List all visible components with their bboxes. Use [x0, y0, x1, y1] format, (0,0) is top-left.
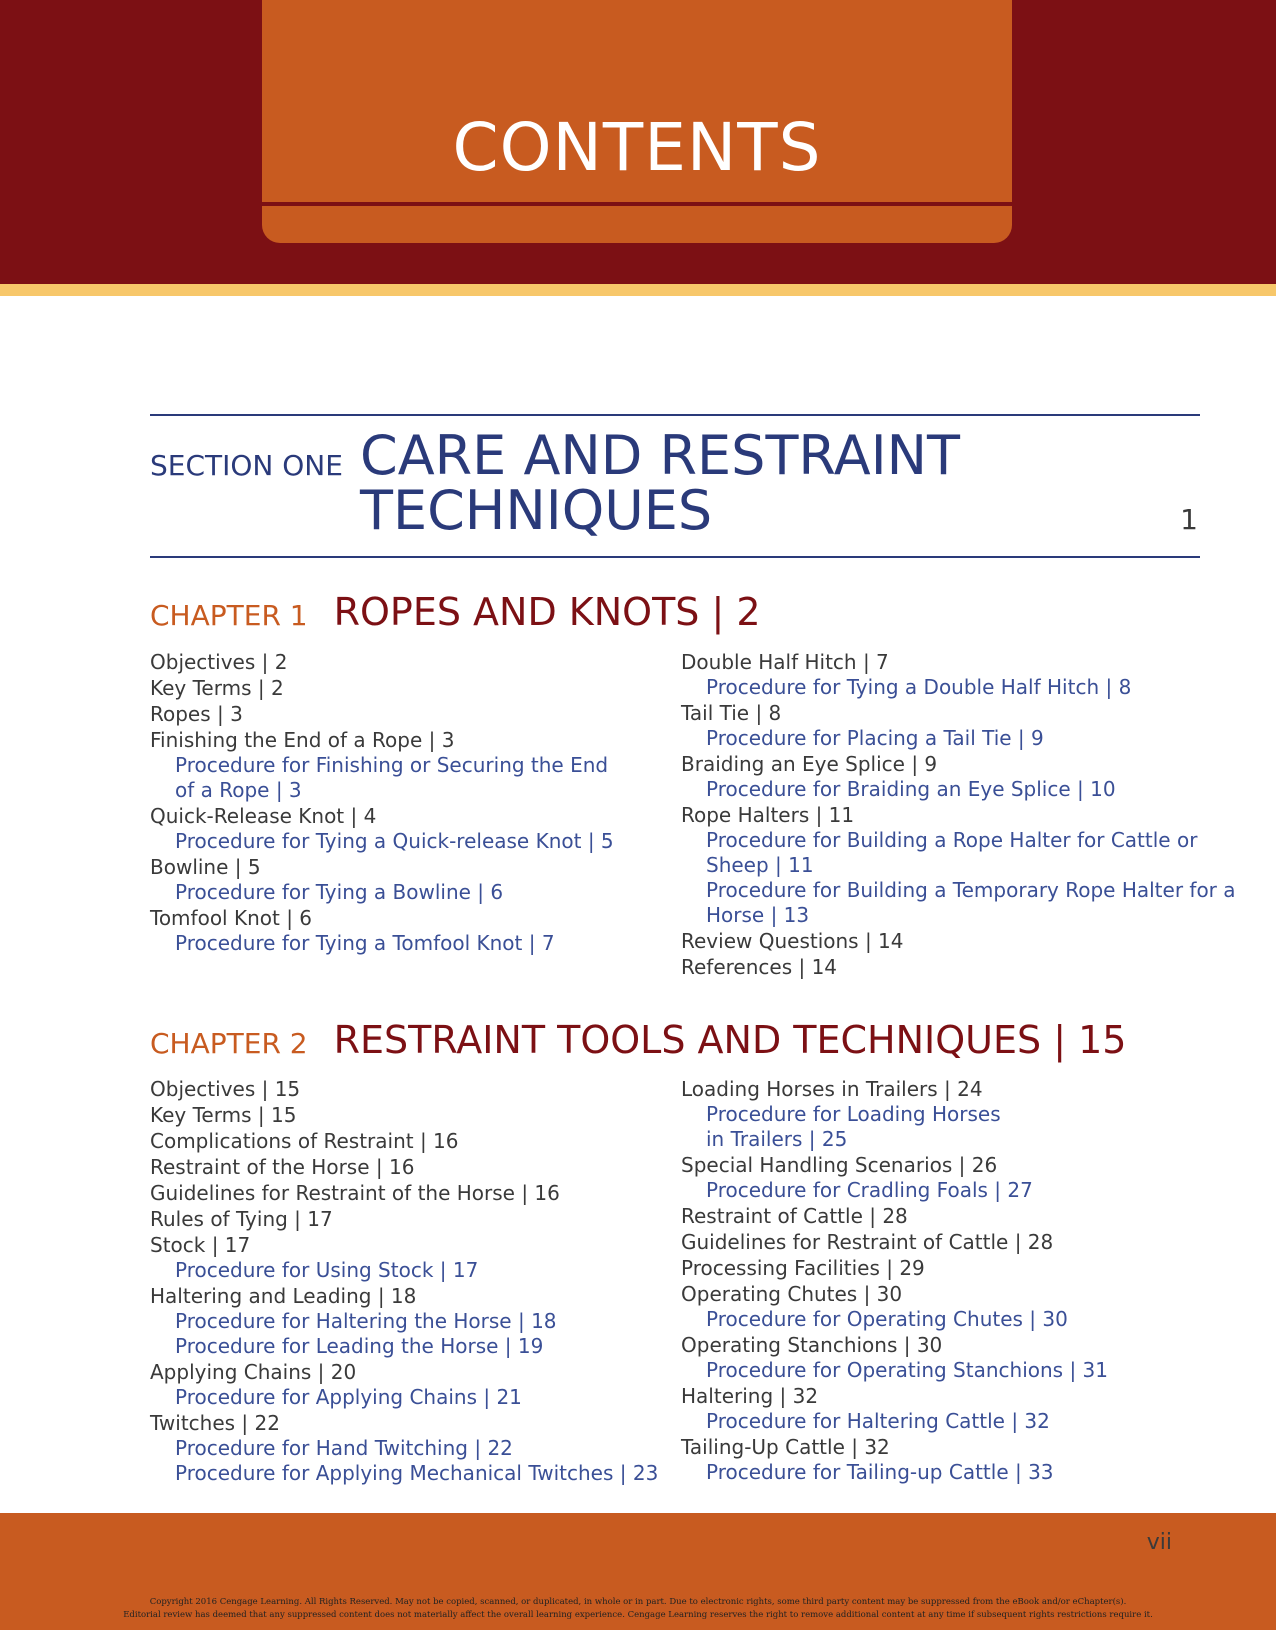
- toc-entry[interactable]: References | 14: [681, 955, 838, 979]
- toc-subentry[interactable]: Procedure for Tying a Quick-release Knot | 5: [175, 829, 614, 853]
- toc-subentry[interactable]: Procedure for Tying a Bowline | 6: [175, 880, 504, 904]
- toc-subentry[interactable]: of a Rope | 3: [175, 778, 302, 802]
- toc-subentry[interactable]: Procedure for Operating Chutes | 30: [706, 1307, 1068, 1331]
- toc-entry[interactable]: Objectives | 2: [150, 650, 288, 674]
- toc-entry[interactable]: Operating Chutes | 30: [681, 1282, 903, 1306]
- toc-subentry[interactable]: Horse | 13: [706, 903, 810, 927]
- toc-subentry[interactable]: Procedure for Tailing-up Cattle | 33: [706, 1460, 1054, 1484]
- toc-entry[interactable]: Processing Facilities | 29: [681, 1256, 925, 1280]
- toc-entry[interactable]: Finishing the End of a Rope | 3: [150, 728, 455, 752]
- toc-entry[interactable]: Tail Tie | 8: [681, 701, 782, 725]
- toc-subentry[interactable]: Procedure for Building a Temporary Rope Halter for a: [706, 878, 1236, 902]
- toc-entry[interactable]: Key Terms | 2: [150, 676, 284, 700]
- chapter-title: ROPES AND KNOTS | 2: [333, 590, 761, 634]
- toc-entry[interactable]: Braiding an Eye Splice | 9: [681, 752, 938, 776]
- toc-entry[interactable]: Restraint of Cattle | 28: [681, 1204, 908, 1228]
- toc-subentry[interactable]: Sheep | 11: [706, 853, 814, 877]
- toc-entry[interactable]: Tomfool Knot | 6: [150, 906, 313, 930]
- toc-subentry[interactable]: Procedure for Tying a Tomfool Knot | 7: [175, 931, 555, 955]
- toc-subentry[interactable]: in Trailers | 25: [706, 1127, 848, 1151]
- toc-entry[interactable]: Rope Halters | 11: [681, 803, 855, 827]
- section-label: SECTION ONE: [150, 449, 343, 482]
- toc-entry[interactable]: Bowline | 5: [150, 855, 261, 879]
- toc-subentry[interactable]: Procedure for Braiding an Eye Splice | 10: [706, 777, 1116, 801]
- section-title-line1: CARE AND RESTRAINT: [360, 424, 961, 487]
- toc-entry[interactable]: Review Questions | 14: [681, 929, 904, 953]
- toc-subentry[interactable]: Procedure for Haltering the Horse | 18: [175, 1309, 557, 1333]
- toc-entry[interactable]: Ropes | 3: [150, 702, 243, 726]
- toc-entry[interactable]: Guidelines for Restraint of Cattle | 28: [681, 1230, 1054, 1254]
- chapter-2-heading[interactable]: [150, 1018, 1126, 1062]
- chapter-2-left-column: [150, 1076, 658, 1486]
- section-title: [360, 424, 961, 542]
- page-folio: vii: [1146, 1530, 1172, 1555]
- toc-entry[interactable]: Special Handling Scenarios | 26: [681, 1153, 998, 1177]
- chapter-1-right-column: [681, 649, 1236, 980]
- header-tab-divider: [262, 202, 1012, 206]
- toc-entry[interactable]: Double Half Hitch | 7: [681, 650, 889, 674]
- chapter-label: CHAPTER 2: [150, 1027, 308, 1060]
- toc-entry[interactable]: Haltering and Leading | 18: [150, 1284, 417, 1308]
- toc-subentry[interactable]: Procedure for Building a Rope Halter for Cattle or: [706, 828, 1198, 852]
- toc-entry[interactable]: Stock | 17: [150, 1233, 251, 1257]
- toc-entry[interactable]: Twitches | 22: [150, 1411, 280, 1435]
- toc-subentry[interactable]: Procedure for Using Stock | 17: [175, 1258, 479, 1282]
- toc-subentry[interactable]: Procedure for Haltering Cattle | 32: [706, 1409, 1050, 1433]
- header-tab: [262, 0, 1012, 243]
- toc-entry[interactable]: Rules of Tying | 17: [150, 1207, 333, 1231]
- toc-subentry[interactable]: Procedure for Applying Chains | 21: [175, 1385, 522, 1409]
- section-page-number[interactable]: 1: [1180, 503, 1198, 536]
- copyright-notice: [0, 1596, 1276, 1622]
- toc-subentry[interactable]: Procedure for Operating Stanchions | 31: [706, 1358, 1108, 1382]
- toc-entry[interactable]: Operating Stanchions | 30: [681, 1333, 943, 1357]
- toc-entry[interactable]: Restraint of the Horse | 16: [150, 1155, 415, 1179]
- page-title: CONTENTS: [452, 109, 822, 186]
- chapter-1-heading[interactable]: [150, 590, 761, 634]
- toc-entry[interactable]: Quick-Release Knot | 4: [150, 804, 377, 828]
- toc-entry[interactable]: Loading Horses in Trailers | 24: [681, 1077, 983, 1101]
- section-rule-bottom: [150, 556, 1200, 558]
- chapter-1-left-column: [150, 649, 614, 956]
- toc-entry[interactable]: Objectives | 15: [150, 1077, 301, 1101]
- toc-subentry[interactable]: Procedure for Placing a Tail Tie | 9: [706, 726, 1044, 750]
- toc-subentry[interactable]: Procedure for Leading the Horse | 19: [175, 1334, 544, 1358]
- toc-subentry[interactable]: Procedure for Loading Horses: [706, 1102, 1001, 1126]
- toc-subentry[interactable]: Procedure for Hand Twitching | 22: [175, 1436, 513, 1460]
- section-rule-top: [150, 414, 1200, 416]
- toc-entry[interactable]: Complications of Restraint | 16: [150, 1129, 459, 1153]
- toc-entry[interactable]: Tailing-Up Cattle | 32: [681, 1435, 890, 1459]
- toc-entry[interactable]: Haltering | 32: [681, 1384, 819, 1408]
- toc-subentry[interactable]: Procedure for Applying Mechanical Twitches | 23: [175, 1461, 659, 1485]
- copyright-line-2: Editorial review has deemed that any suppressed content does not materially affect the overall learning experience. Cengage Learning reserves the right to remove additional content at any time if subsequent rights restrictions require it.: [123, 1610, 1153, 1620]
- section-title-line2: TECHNIQUES: [360, 479, 713, 542]
- gold-divider: [0, 284, 1276, 296]
- toc-entry[interactable]: Applying Chains | 20: [150, 1360, 357, 1384]
- toc-entry[interactable]: Guidelines for Restraint of the Horse | 16: [150, 1181, 560, 1205]
- chapter-title: RESTRAINT TOOLS AND TECHNIQUES | 15: [333, 1018, 1127, 1062]
- toc-subentry[interactable]: Procedure for Tying a Double Half Hitch | 8: [706, 675, 1132, 699]
- toc-subentry[interactable]: Procedure for Finishing or Securing the End: [175, 753, 609, 777]
- chapter-2-right-column: [681, 1076, 1108, 1485]
- chapter-label: CHAPTER 1: [150, 599, 308, 632]
- copyright-line-1: Copyright 2016 Cengage Learning. All Rights Reserved. May not be copied, scanned, or duplicated, in whole or in part. Due to electronic rights, some third party content may be suppressed from the eBook and/or eChapter(s).: [149, 1597, 1127, 1607]
- toc-subentry[interactable]: Procedure for Cradling Foals | 27: [706, 1178, 1033, 1202]
- toc-entry[interactable]: Key Terms | 15: [150, 1103, 297, 1127]
